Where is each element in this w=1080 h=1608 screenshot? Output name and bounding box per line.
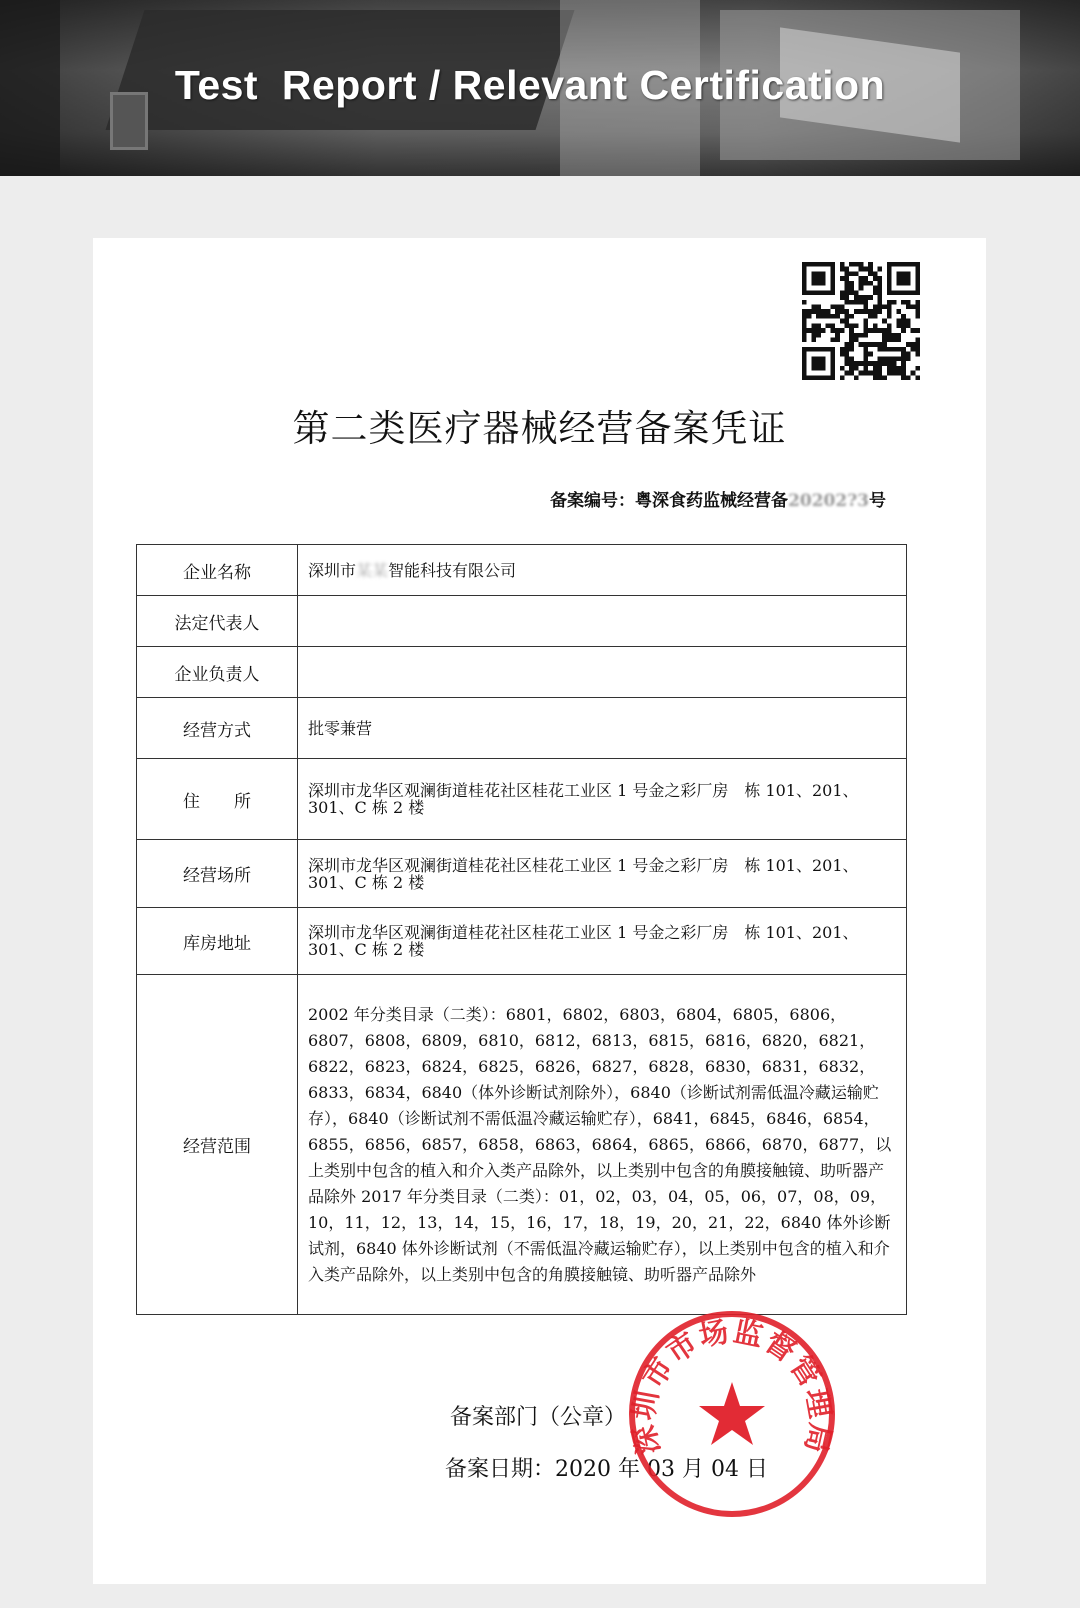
table-row (137, 759, 907, 840)
table-row (137, 908, 907, 975)
field-value: 深圳市龙华区观澜街道桂花社区桂花工业区 1 号金之彩厂房 栋 101、201、301、C 栋 2 楼 (298, 908, 907, 975)
field-value: 批零兼营 (298, 698, 907, 759)
company-name-end: 智能科技有限公司 (388, 560, 517, 580)
field-label: 经营范围 (137, 975, 298, 1315)
field-value: 深圳市龙华区观澜街道桂花社区桂花工业区 1 号金之彩厂房 栋 101、201、301、C 栋 2 楼 (298, 759, 907, 840)
field-label: 经营场所 (137, 840, 298, 908)
field-value-business-scope: 2002 年分类目录（二类）：6801，6802，6803，6804，6805，6806，6807，6808，6809，6810，6812，6813，6815，6816，6820，6821，6822，6823，6824，6825，6826，6827，6828，6830，6831，6832，6833，6834，6840（体外诊断试剂除外），6840（诊断试剂需低温冷藏运输贮存），6840（诊断试剂不需低温冷藏运输贮存），6841，6845，6846，6854，6855，6856，6857，6858，6863，6864，6865，6866，6870，6877，以上类别中包含的植入和介入类产品除外，以上类别中包含的角膜接触镜、助听器产品除外 2017 年分类目录（二类）：01，02，03，04，05，06，07，08，09，10，11，12，13，14，15，16，17，18，19，20，21，22，6840 体外诊断试剂，6840 体外诊断试剂（不需低温冷藏运输贮存），以上类别中包含的植入和介入类产品除外，以上类别中包含的角膜接触镜、助听器产品除外 (298, 975, 907, 1315)
field-label: 经营方式 (137, 698, 298, 759)
info-table (136, 544, 907, 1315)
header-banner (0, 0, 1080, 176)
filing-date: 备案日期：2020 年 03 月 04 日 (445, 1457, 768, 1482)
seal-star-icon (699, 1382, 765, 1445)
table-row (137, 698, 907, 759)
document-title: 第二类医疗器械经营备案凭证 (292, 407, 787, 450)
registration-prefix: 备案编号：粤深食药监械经营备 (550, 491, 789, 511)
table-row (137, 975, 907, 1315)
registration-number-redacted: 20202?3 (788, 491, 869, 511)
certificate-card (93, 238, 986, 1584)
field-value: 深圳市龙华区观澜街道桂花社区桂花工业区 1 号金之彩厂房 栋 101、201、301、C 栋 2 楼 (298, 840, 907, 908)
registration-suffix: 号 (869, 491, 886, 511)
registration-number (550, 486, 886, 511)
field-label: 住 所 (137, 759, 298, 840)
filing-department: 备案部门（公章） (450, 1405, 627, 1430)
table-row (137, 840, 907, 908)
field-label: 企业名称 (137, 545, 298, 596)
field-value (298, 596, 907, 647)
field-value-company (298, 545, 907, 596)
table-row (137, 545, 907, 596)
field-value (298, 647, 907, 698)
banner-title: Test Report / Relevant Certification (174, 62, 886, 108)
company-name-start: 深圳市 (308, 560, 357, 580)
field-label: 企业负责人 (137, 647, 298, 698)
qr-code-icon (802, 262, 920, 380)
table-row (137, 647, 907, 698)
table-row (137, 596, 907, 647)
field-label: 库房地址 (137, 908, 298, 975)
company-name-redacted: 某某 (356, 560, 389, 580)
official-seal-icon (626, 1308, 838, 1520)
field-label: 法定代表人 (137, 596, 298, 647)
seal-text: 深圳市市场监督管理局 (626, 1313, 838, 1458)
